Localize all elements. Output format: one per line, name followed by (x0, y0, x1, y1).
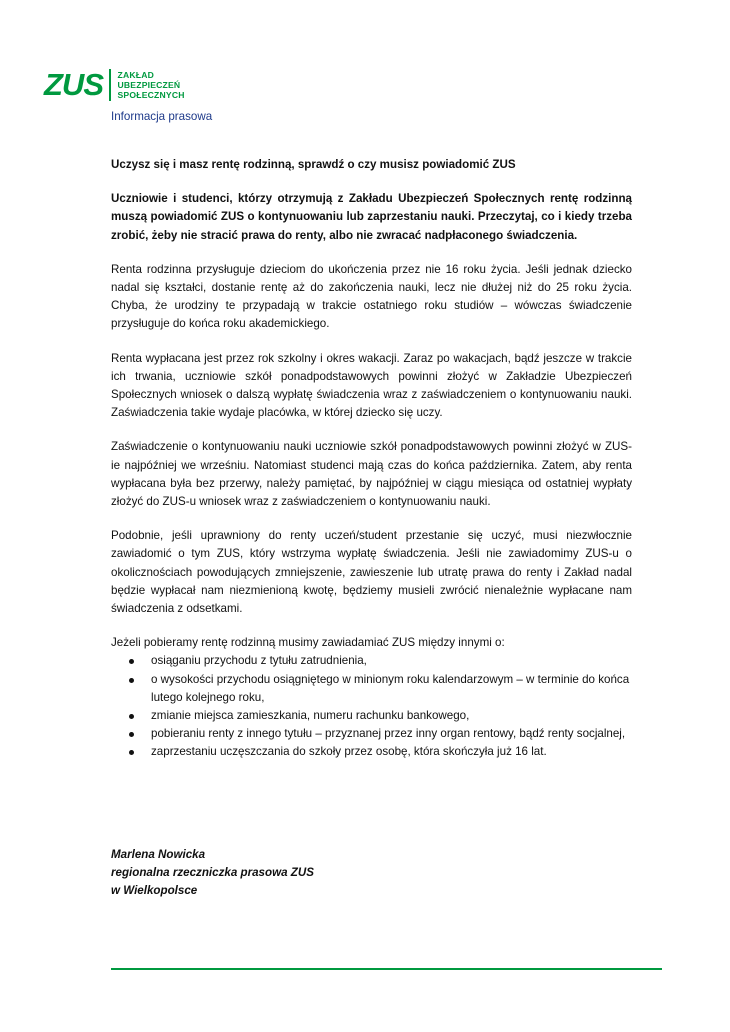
logo-line: UBEZPIECZEŃ (117, 80, 181, 90)
bullet-icon (129, 732, 134, 737)
signature-role: regionalna rzeczniczka prasowa ZUS (111, 866, 314, 880)
bullet-icon (129, 714, 134, 719)
list-item (151, 725, 632, 743)
logo-line: SPOŁECZNYCH (117, 90, 185, 100)
list-intro: Jeżeli pobieramy rentę rodzinną musimy zawiadamiać ZUS między innymi o: (111, 636, 505, 650)
article-paragraph: Podobnie, jeśli uprawniony do renty uczeń/student przestanie się uczyć, musi niezwłocznie zawiadomić o tym ZUS, który wstrzyma wypłatę świadczenia. Jeśli nie zawiadomimy ZUS-u o okolicznościach powodujących zmniejszenie, zawieszenie lub utratę prawa do renty i Zakład nadal będzie wypłacał nam niezmienioną kwotę, będziemy musieli zwrócić nienależnie wypłacane nam świadczenia z odsetkami. (111, 529, 632, 616)
list-item-text: o wysokości przychodu osiągniętego w minionym roku kalendarzowym – w terminie do końca lutego kolejnego roku, (151, 672, 630, 704)
footer-divider (111, 968, 662, 970)
bullet-icon (129, 750, 134, 755)
list-item-text: osiąganiu przychodu z tytułu zatrudnienia, (151, 654, 367, 668)
logo-line: ZAKŁAD (117, 70, 155, 80)
list-item-text: zmianie miejsca zamieszkania, numeru rachunku bankowego, (151, 709, 470, 723)
notification-list (111, 652, 632, 761)
list-item (151, 671, 632, 707)
logo-wordmark (118, 70, 185, 100)
article-paragraph: Renta rodzinna przysługuje dzieciom do ukończenia przez nie 16 roku życia. Jeśli jednak dziecko nadal się kształci, dostanie rentę aż do zakończenia nauki, lecz nie dłużej niż do 25 roku życia. Chyba, że urodziny te przypadają w trakcie ostatniego roku studiów – wówczas świadczenie przysługuje do końca roku akademickiego. (111, 262, 632, 331)
logo-mark: ZUS (44, 67, 103, 102)
zus-logo (44, 68, 185, 102)
logo-divider (109, 69, 111, 101)
signature-name: Marlena Nowicka (111, 848, 206, 861)
article-title: Uczysz się i masz rentę rodzinną, sprawdź o czy musisz powiadomić ZUS (111, 158, 516, 171)
article-paragraph: Zaświadczenie o kontynuowaniu nauki uczniowie szkół ponadpodstawowych powinni złożyć w ZUS-ie najpóźniej we wrześniu. Natomiast studenci mają czas do końca października. Zatem, aby renta wypłacana była bez przerwy, należy pamiętać, by najpóźniej w ciągu miesiąca od ostatniej wypłaty złożyć do ZUS-u wniosek wraz z zaświadczeniem o kontynuowaniu nauki. (111, 440, 632, 509)
article-paragraph: Renta wypłacana jest przez rok szkolny i okres wakacji. Zaraz po wakacjach, bądź jeszcze w trakcie ich trwania, uczniowie szkół ponadpodstawowych powinni złożyć w Zakładzie Ubezpieczeń Społecznych wniosek o dalszą wypłatę świadczenia wraz z zaświadczeniem o kontynuowaniu nauki. Zaświadczenia takie wydaje placówka, w której dziecko się uczy. (111, 351, 632, 420)
article-lead: Uczniowie i studenci, którzy otrzymują z Zakładu Ubezpieczeń Społecznych rentę rodzinną muszą powiadomić ZUS o kontynuowaniu lub zaprzestaniu nauki. Przeczytaj, co i kiedy trzeba zrobić, żeby nie stracić prawa do renty, albo nie zwracać nadpłaconego świadczenia. (111, 192, 632, 242)
article-body (111, 156, 632, 762)
list-item (151, 743, 632, 761)
bullet-icon (129, 678, 134, 683)
list-item-text: pobieraniu renty z innego tytułu – przyznanej przez inny organ rentowy, bądź renty socjalnej, (151, 727, 626, 741)
signature-region: w Wielkopolsce (111, 884, 198, 898)
bullet-icon (129, 659, 134, 664)
list-item (151, 652, 632, 670)
signature-block (111, 846, 314, 901)
list-item-text: zaprzestaniu uczęszczania do szkoły przez osobę, która skończyła już 16 lat. (151, 745, 547, 759)
press-release-label: Informacja prasowa (111, 110, 213, 123)
list-item (151, 707, 632, 725)
